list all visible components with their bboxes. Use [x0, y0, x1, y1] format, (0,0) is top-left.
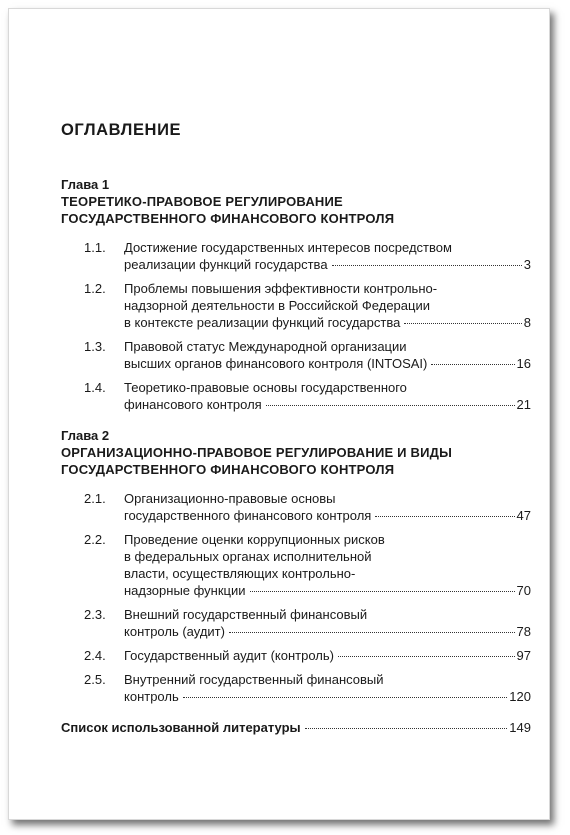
chapter-heading-line: ОРГАНИЗАЦИОННО-ПРАВОВОЕ РЕГУЛИРОВАНИЕ И ВИДЫ: [61, 445, 453, 460]
page-number: 70: [516, 583, 531, 598]
chapter-heading: [61, 193, 531, 227]
entry-text-line: надзорные функции: [124, 583, 246, 598]
bibliography-label: Список использованной литературы: [61, 720, 301, 735]
entry-number: 2.3.: [84, 607, 106, 622]
entry-text-line: государственного финансового контроля: [124, 508, 372, 523]
toc-entry-2-5[interactable]: [61, 671, 531, 705]
page-number: 47: [516, 508, 531, 523]
chapter-label: Глава 1: [61, 177, 110, 192]
page-number: 120: [509, 689, 531, 704]
chapter-heading-line: ГОСУДАРСТВЕННОГО ФИНАНСОВОГО КОНТРОЛЯ: [61, 462, 395, 477]
page-number: 8: [523, 315, 531, 330]
chapter-2: [61, 427, 531, 705]
entry-text-line: реализации функций государства: [124, 257, 328, 272]
dot-leader: [375, 516, 514, 517]
toc-entry-1-4[interactable]: [61, 379, 531, 413]
dot-leader: [332, 265, 522, 266]
table-of-contents: [61, 121, 531, 736]
entry-text-line: Проведение оценки коррупционных рисков: [124, 532, 385, 547]
entry-text-line: надзорной деятельности в Российской Федерации: [124, 298, 430, 313]
toc-entry-2-2[interactable]: [61, 531, 531, 599]
entry-text-line: Организационно-правовые основы: [124, 491, 336, 506]
entry-number: 1.3.: [84, 339, 106, 354]
entry-text-line: контроль (аудит): [124, 624, 225, 639]
entry-number: 1.1.: [84, 240, 106, 255]
entry-text-line: высших органов финансового контроля (INTOSAI): [124, 356, 428, 371]
entry-text-line: Достижение государственных интересов посредством: [124, 240, 452, 255]
entry-text-line: контроль: [124, 689, 179, 704]
entry-text-line: Теоретико-правовые основы государственного: [124, 380, 407, 395]
chapter-heading-line: ТЕОРЕТИКО-ПРАВОВОЕ РЕГУЛИРОВАНИЕ: [61, 194, 343, 209]
toc-entry-2-3[interactable]: [61, 606, 531, 640]
toc-entry-bibliography[interactable]: [61, 719, 531, 736]
entry-text-line: Государственный аудит (контроль): [124, 648, 334, 663]
page-number: 16: [516, 356, 531, 371]
entry-text-line: финансового контроля: [124, 397, 262, 412]
entry-number: 2.1.: [84, 491, 106, 506]
toc-entry-1-3[interactable]: [61, 338, 531, 372]
toc-entry-1-1[interactable]: [61, 239, 531, 273]
chapter-label: Глава 2: [61, 428, 110, 443]
dot-leader: [250, 591, 515, 592]
toc-entry-1-2[interactable]: [61, 280, 531, 331]
page-number: 149: [509, 720, 531, 735]
entry-number: 2.2.: [84, 532, 106, 547]
entry-text-line: Правовой статус Международной организации: [124, 339, 407, 354]
entry-text-line: Внешний государственный финансовый: [124, 607, 368, 622]
toc-title: ОГЛАВЛЕНИЕ: [61, 121, 182, 139]
dot-leader: [183, 697, 508, 698]
entry-number: 2.5.: [84, 672, 106, 687]
toc-entry-2-4[interactable]: [61, 647, 531, 664]
dot-leader: [338, 656, 515, 657]
entry-text-line: власти, осуществляющих контрольно-: [124, 566, 356, 581]
entry-text-line: в контексте реализации функций государства: [124, 315, 401, 330]
chapter-heading-line: ГОСУДАРСТВЕННОГО ФИНАНСОВОГО КОНТРОЛЯ: [61, 211, 395, 226]
entry-text-line: Внутренний государственный финансовый: [124, 672, 384, 687]
entry-number: 1.2.: [84, 281, 106, 296]
page-number: 21: [516, 397, 531, 412]
page-number: 78: [516, 624, 531, 639]
dot-leader: [404, 323, 521, 324]
dot-leader: [229, 632, 515, 633]
dot-leader: [431, 364, 514, 365]
page-number: 3: [523, 257, 531, 272]
toc-entry-2-1[interactable]: [61, 490, 531, 524]
entry-text-line: в федеральных органах исполнительной: [124, 549, 372, 564]
page-number: 97: [516, 648, 531, 663]
entry-text-line: Проблемы повышения эффективности контрольно-: [124, 281, 438, 296]
chapter-1: [61, 176, 531, 413]
entry-number: 2.4.: [84, 648, 106, 663]
book-page: [8, 8, 550, 820]
dot-leader: [266, 405, 515, 406]
chapter-heading: [61, 444, 531, 478]
dot-leader: [305, 728, 508, 729]
entry-number: 1.4.: [84, 380, 106, 395]
